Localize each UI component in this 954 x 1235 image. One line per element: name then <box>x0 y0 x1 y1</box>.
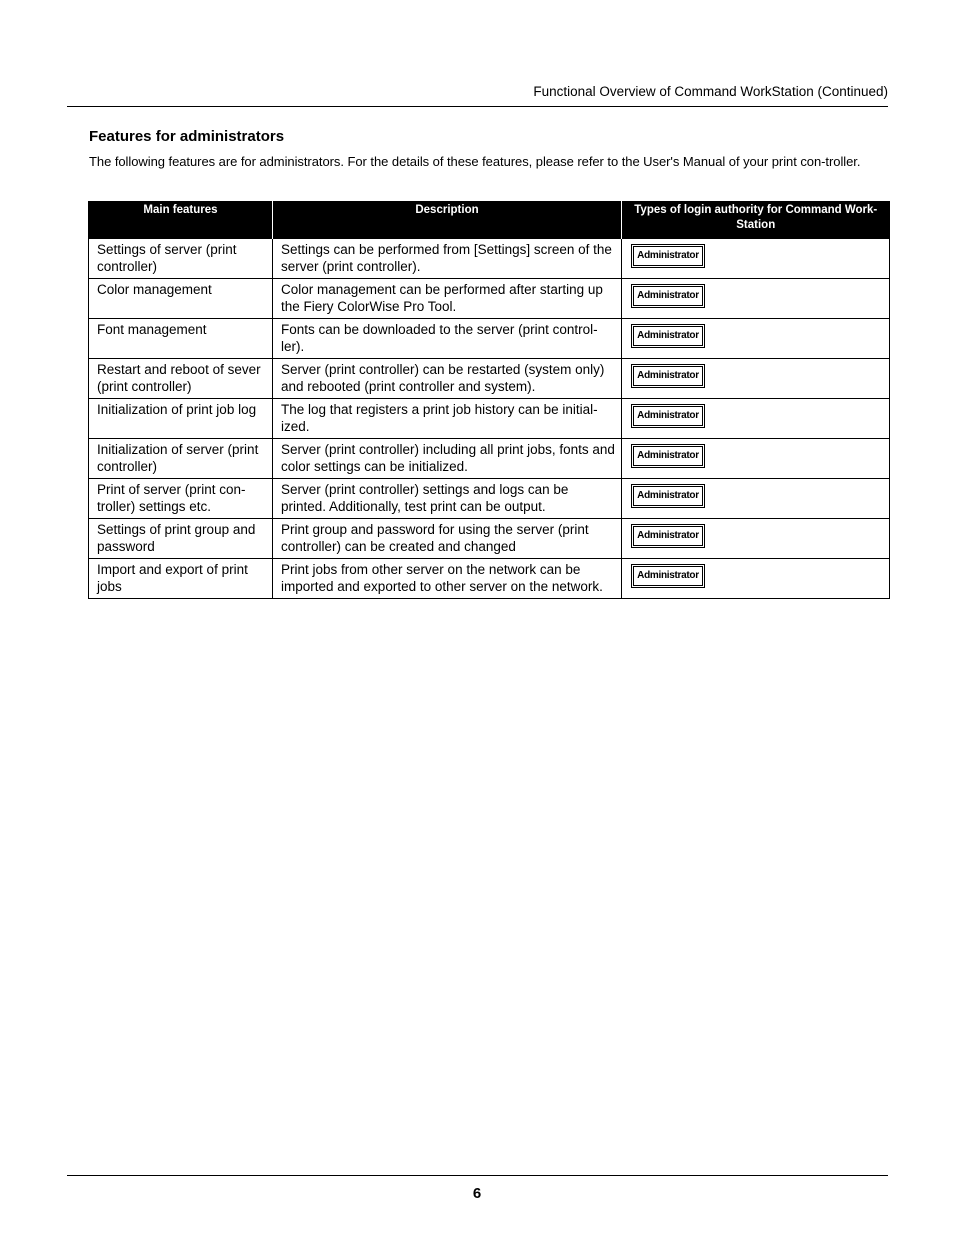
authority-cell <box>622 438 890 478</box>
feature-cell: Initialization of server (print controller) <box>89 438 273 478</box>
administrator-badge: Administrator <box>633 246 703 266</box>
footer-rule <box>67 1175 888 1176</box>
authority-cell <box>622 238 890 278</box>
authority-cell <box>622 358 890 398</box>
description-cell: Print jobs from other server on the network can be imported and exported to other server on the network. <box>273 558 622 598</box>
table-row <box>89 398 890 438</box>
feature-cell: Print of server (print con-troller) settings etc. <box>89 478 273 518</box>
feature-cell: Initialization of print job log <box>89 398 273 438</box>
column-header-description: Description <box>273 201 622 238</box>
table-row <box>89 478 890 518</box>
description-cell: Settings can be performed from [Settings] screen of the server (print controller). <box>273 238 622 278</box>
authority-cell <box>622 478 890 518</box>
table-row <box>89 518 890 558</box>
feature-cell: Settings of server (print controller) <box>89 238 273 278</box>
column-header-main-features: Main features <box>89 201 273 238</box>
administrator-badge: Administrator <box>633 566 703 586</box>
section-title: Features for administrators <box>89 128 285 145</box>
running-header-title: Functional Overview of Command WorkStation (Continued) <box>533 84 888 99</box>
feature-cell: Settings of print group and password <box>89 518 273 558</box>
feature-cell: Color management <box>89 278 273 318</box>
table-row <box>89 318 890 358</box>
table-row <box>89 238 890 278</box>
feature-cell: Restart and reboot of sever (print controller) <box>89 358 273 398</box>
administrator-badge: Administrator <box>633 526 703 546</box>
description-cell: The log that registers a print job history can be initial-ized. <box>273 398 622 438</box>
administrator-badge: Administrator <box>633 446 703 466</box>
administrator-badge: Administrator <box>633 326 703 346</box>
authority-cell <box>622 398 890 438</box>
features-table <box>88 201 890 599</box>
administrator-badge: Administrator <box>633 406 703 426</box>
column-header-authority: Types of login authority for Command Work-Station <box>622 201 890 238</box>
authority-cell <box>622 278 890 318</box>
authority-cell <box>622 318 890 358</box>
feature-cell: Import and export of print jobs <box>89 558 273 598</box>
table-row <box>89 358 890 398</box>
page-number: 6 <box>472 1185 482 1202</box>
table-row <box>89 558 890 598</box>
description-cell: Print group and password for using the server (print controller) can be created and changed <box>273 518 622 558</box>
authority-cell <box>622 558 890 598</box>
administrator-badge: Administrator <box>633 366 703 386</box>
intro-paragraph: The following features are for administrators. For the details of these features, please refer to the User's Manual of your print con-troller. <box>89 154 861 169</box>
table-row <box>89 438 890 478</box>
feature-cell: Font management <box>89 318 273 358</box>
table-header-row <box>89 201 890 238</box>
description-cell: Fonts can be downloaded to the server (print control-ler). <box>273 318 622 358</box>
authority-cell <box>622 518 890 558</box>
administrator-badge: Administrator <box>633 286 703 306</box>
administrator-badge: Administrator <box>633 486 703 506</box>
table-row <box>89 278 890 318</box>
description-cell: Server (print controller) including all print jobs, fonts and color settings can be initialized. <box>273 438 622 478</box>
running-header <box>67 83 888 107</box>
description-cell: Server (print controller) can be restarted (system only) and rebooted (print controller and system). <box>273 358 622 398</box>
description-cell: Color management can be performed after starting up the Fiery ColorWise Pro Tool. <box>273 278 622 318</box>
description-cell: Server (print controller) settings and logs can be printed. Additionally, test print can be output. <box>273 478 622 518</box>
